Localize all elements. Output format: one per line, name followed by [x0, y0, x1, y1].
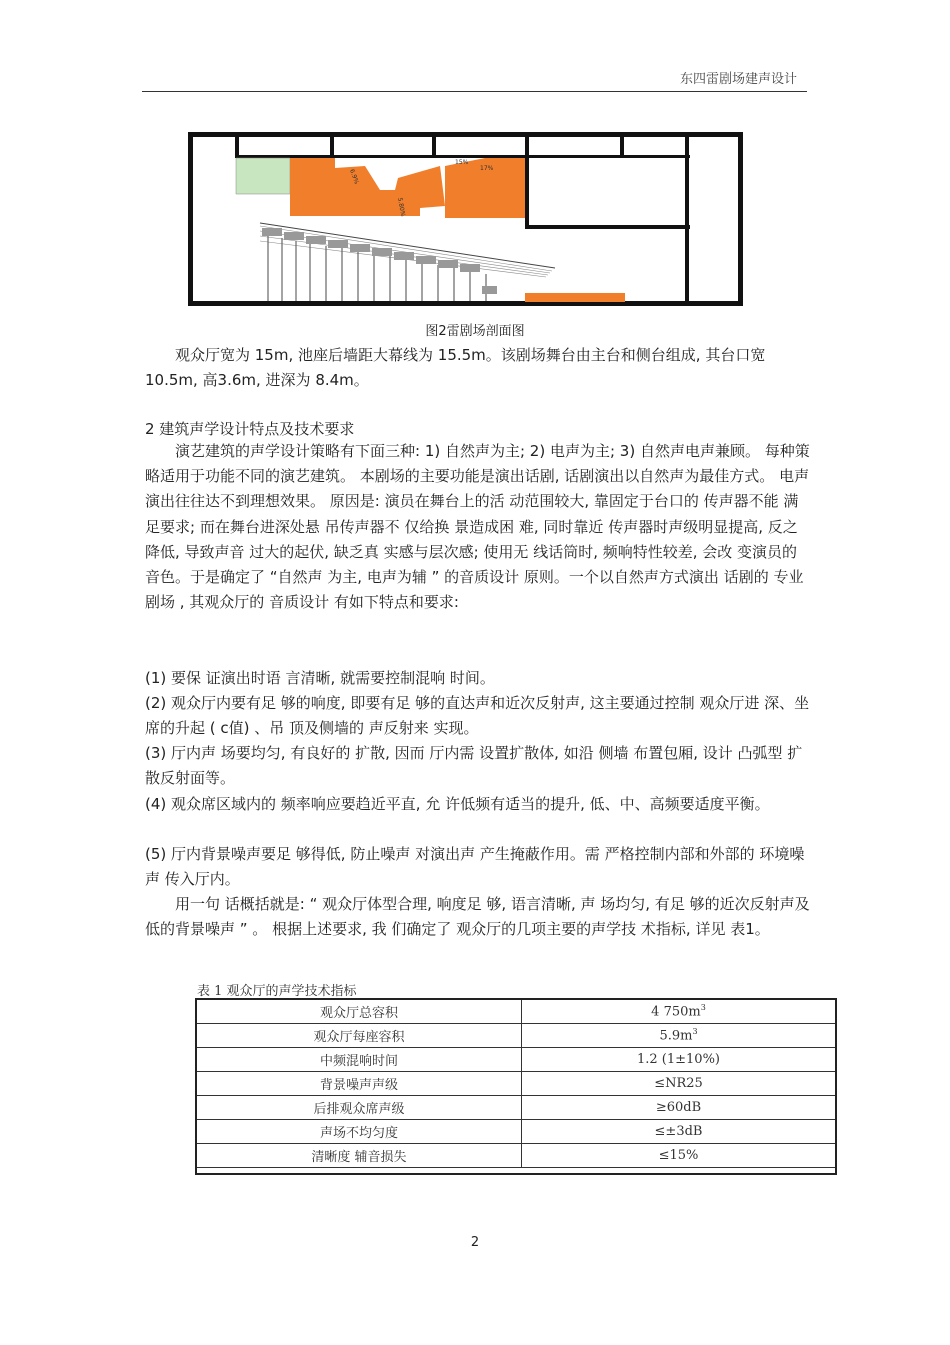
- left-wall: [188, 132, 193, 306]
- table-cell-value: ≤±3dB: [522, 1120, 836, 1144]
- right-wall: [738, 132, 743, 306]
- page-number: 2: [470, 1235, 480, 1250]
- table-cell-value: ≤15%: [522, 1144, 836, 1168]
- figure-label-4: 17%: [480, 165, 494, 172]
- table-cell-value: ≥60dB: [522, 1096, 836, 1120]
- table-cell-value: $5.9m^3$: [522, 1024, 836, 1048]
- paragraph-3: 用一句 话概括就是: “ 观众厅体型合理, 响度足 够, 语言清晰, 声 场均匀, 有足 够的近次反射声及低的背景噪声 ” 。 根据上述要求, 我 们确定了 观众厅的几项主要的声学技 术指标, 详见 表1。: [145, 895, 810, 939]
- table-cell-value: 1.2 (1±10%): [522, 1048, 836, 1072]
- roof-beam: [188, 132, 743, 137]
- figure-caption: 图2雷剧场剖面图: [425, 324, 525, 339]
- table-cell-name: 清晰度 辅音损失: [197, 1144, 522, 1168]
- header-rule: [142, 91, 807, 92]
- table-row: [197, 1048, 836, 1072]
- paragraph-2: 演艺建筑的声学设计策略有下面三种: 1) 自然声为主; 2) 电声为主; 3) 自然声电声兼顾。 每种策略适用于功能不同的演艺建筑。 本剧场的主要功能是演出话剧, 话剧演出以自然声为最佳方式。 电声演出往往达不到理想效果。 原因是: 演员在舞台上的活 动范围较大, 靠固定于台口的 传声器不能 满足要求; 而在舞台进深处悬 吊传声器不 仅给换 景造成困 难, 同时靠近 传声器时声级明显提高, 反之降低, 导致声音 过大的起伏, 缺乏真 实感与层次感; 使用无 线话筒时, 频响特性较差, 会改 变演员的音色。于是确定了 “自然声 为主, 电声为辅 ” 的音质设计 原则。一个以自然声方式演出 话剧的 专业剧场 , 其观众厅的 音质设计 有如下特点和要求:: [145, 442, 810, 612]
- figure-label-1: 6.9%: [348, 168, 360, 186]
- control-room-area: [236, 158, 290, 194]
- list-item-2: (2) 观众厅内要有足 够的响度, 即要有足 够的直达声和近次反射声, 这主要通过控制 观众厅进 深、坐席的升起 ( c值) 、吊 顶及侧墙的 声反射来 实现。: [145, 694, 810, 738]
- figure-label-2: 5.80%: [396, 197, 407, 218]
- list-item-4: (4) 观众席区域内的 频率响应要趋近平直, 允 许低频有适当的提升, 低、中、高频要适度平衡。: [145, 795, 770, 813]
- ceiling-reflector-1: [290, 158, 445, 216]
- table-row: [197, 1072, 836, 1096]
- stage-floor: [525, 293, 625, 302]
- list-item-5: (5) 厅内背景噪声要足 够得低, 防止噪声 对演出声 产生掩蔽作用。需 严格控制内部和外部的 环境噪声 传入厅内。: [145, 845, 805, 889]
- running-header: 东四雷剧场建声设计: [680, 72, 798, 87]
- table-cell-name: 后排观众席声级: [197, 1096, 522, 1120]
- table-cell-value: ≤NR25: [522, 1072, 836, 1096]
- table-row: [197, 1000, 836, 1024]
- section-heading: 2 建筑声学设计特点及技术要求: [145, 420, 355, 438]
- list-item-3: (3) 厅内声 场要均匀, 有良好的 扩散, 因而 厅内需 设置扩散体, 如沿 侧墙 布置包厢, 设计 凸弧型 扩散反射面等。: [145, 744, 803, 788]
- theater-section-figure: [180, 128, 770, 310]
- table-cell-value: 4 $750m^3$: [522, 1000, 836, 1024]
- acoustic-spec-table: [196, 999, 836, 1168]
- table-cell-name: 观众厅总容积: [197, 1000, 522, 1024]
- table-cell-name: 声场不均匀度: [197, 1120, 522, 1144]
- table-cell-name: 背景噪声声级: [197, 1072, 522, 1096]
- list-item-1: (1) 要保 证演出时语 言清晰, 就需要控制混响 时间。: [145, 669, 495, 687]
- table-row: [197, 1024, 836, 1048]
- table-cell-name: 中频混响时间: [197, 1048, 522, 1072]
- table-row: [197, 1096, 836, 1120]
- table-row: [197, 1144, 836, 1168]
- table-cell-name: 观众厅每座容积: [197, 1024, 522, 1048]
- table-row: [197, 1120, 836, 1144]
- floor-slab: [188, 301, 743, 306]
- paragraph-1: 观众厅宽为 15m, 池座后墙距大幕线为 15.5m。该剧场舞台由主台和侧台组成, 其台口宽 10.5m, 高3.6m, 进深为 8.4m。: [145, 346, 766, 390]
- table-title: 表 1 观众厅的声学技术指标: [197, 984, 357, 999]
- figure-label-3: 15%: [455, 159, 469, 166]
